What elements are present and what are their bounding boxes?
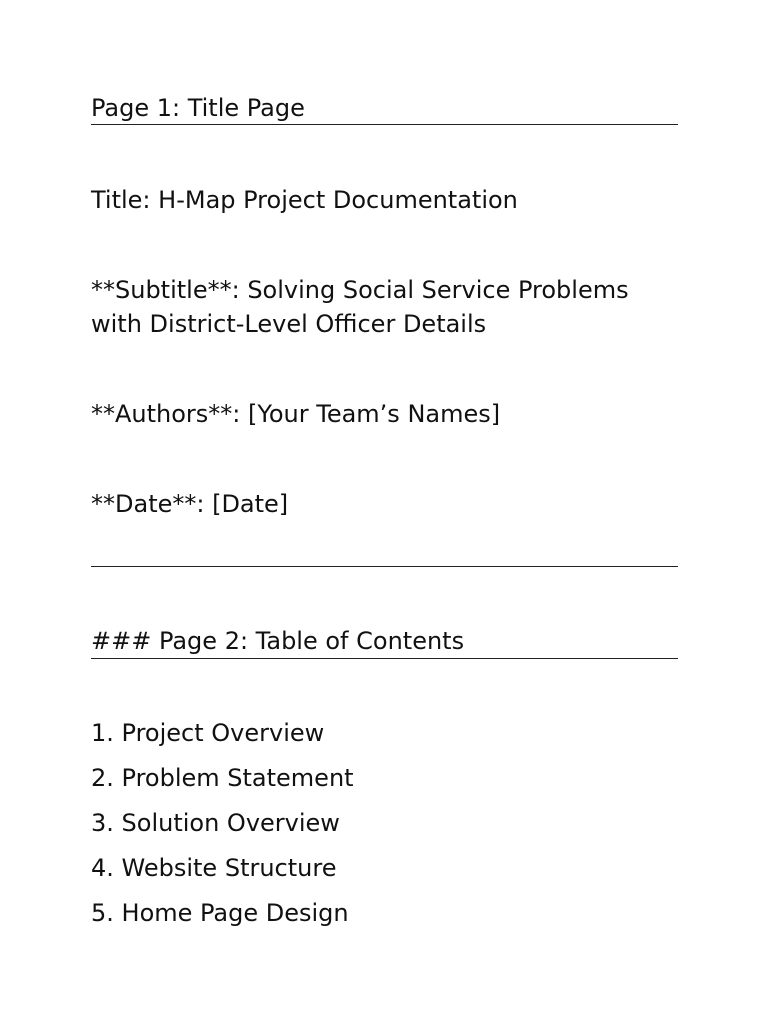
heading-underline (91, 658, 678, 659)
date-line: **Date**: [Date] (91, 490, 289, 518)
authors-line: **Authors**: [Your Team’s Names] (91, 400, 501, 428)
heading-underline (91, 124, 678, 125)
toc-item: 4. Website Structure (91, 854, 337, 882)
subtitle-line: **Subtitle**: Solving Social Service Problems with District-Level Officer Details (91, 276, 629, 338)
toc-item: 2. Problem Statement (91, 764, 354, 792)
toc-item: 1. Project Overview (91, 719, 325, 747)
section-divider (91, 566, 678, 567)
page1-heading: Page 1: Title Page (91, 94, 305, 122)
toc-item: 3. Solution Overview (91, 809, 340, 837)
title-line: Title: H-Map Project Documentation (91, 186, 518, 214)
page2-heading: ### Page 2: Table of Contents (91, 627, 465, 655)
toc-item: 5. Home Page Design (91, 899, 349, 927)
